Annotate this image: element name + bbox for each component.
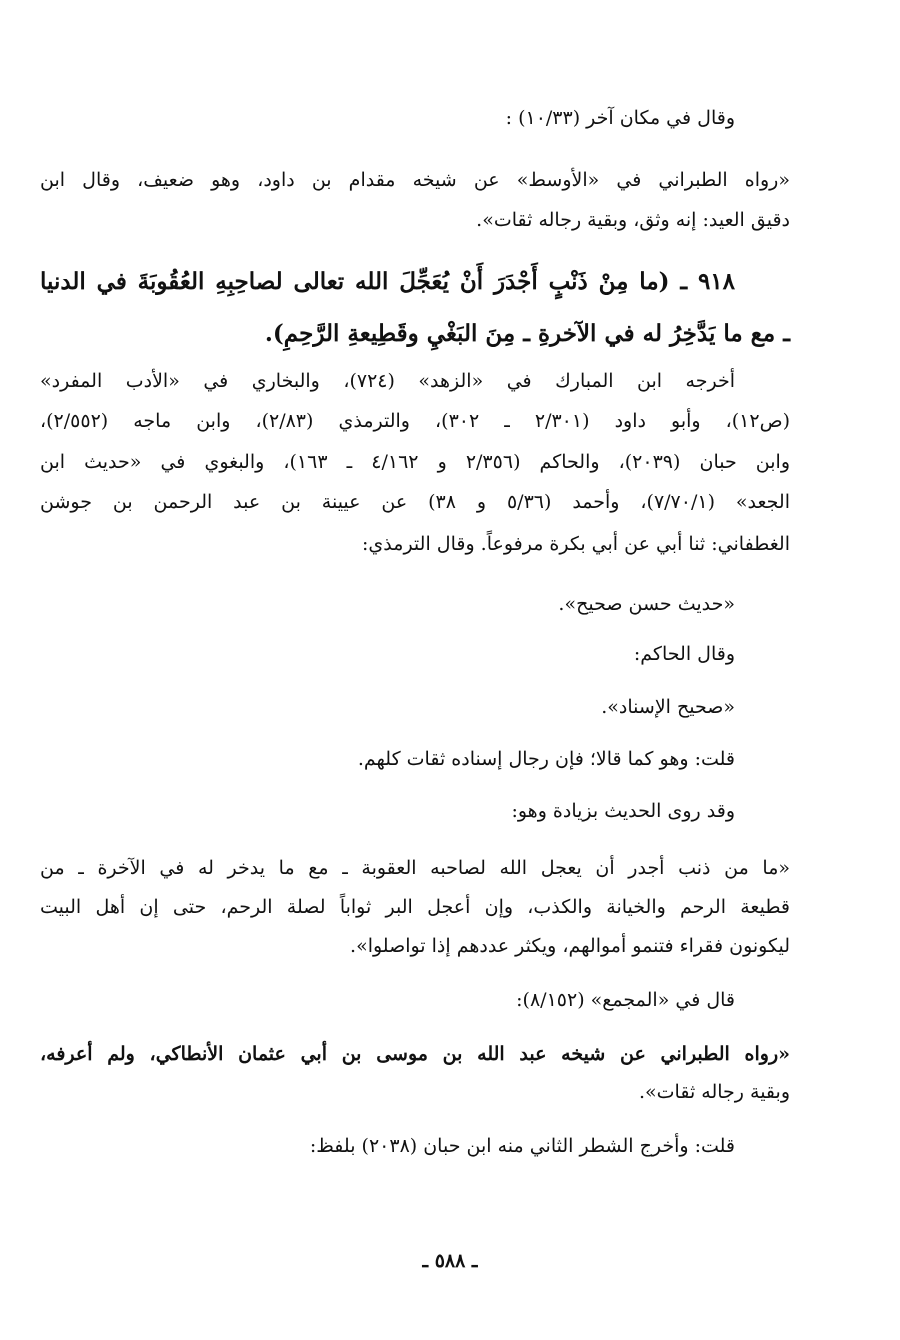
text-line: «حديث حسن صحيح». xyxy=(558,593,735,615)
text-line: وابن حبان (٢٠٣٩)، والحاكم (٢/٣٥٦ و ٤/١٦٢ ـ ١٦٣)، والبغوي في «حديث ابن xyxy=(40,451,790,473)
text-line: قلت: وأخرج الشطر الثاني منه ابن حبان (٢٠٣٨) بلفظ: xyxy=(309,1135,735,1157)
text-line: «رواه الطبراني عن شيخه عبد الله بن موسى بن أبي عثمان الأنطاكي، ولم أعرفه، xyxy=(40,1043,790,1065)
text-line: «صحيح الإسناد». xyxy=(601,696,735,718)
hadith-heading-line: ـ مع ما يَدَّخِرُ له في الآخرةِ ـ مِنَ البَغْيِ وقَطِيعةِ الرَّحِمِ). xyxy=(264,320,790,347)
hadith-heading-line: ٩١٨ ـ (ما مِنْ ذَنْبٍ أَجْدَرَ أَنْ يُعَجِّلَ الله تعالى لصاحِبِهِ العُقُوبَةَ في الدنيا xyxy=(40,268,735,295)
text-line: وبقية رجاله ثقات». xyxy=(639,1081,790,1103)
text-line: (ص١٢)، وأبو داود (٢/٣٠١ ـ ٣٠٢)، والترمذي (٢/٨٣)، وابن ماجه (٢/٥٥٢)، xyxy=(40,410,790,432)
text-line: قال في «المجمع» (٨/١٥٢): xyxy=(516,989,735,1011)
text-line: دقيق العيد: إنه وثق، وبقية رجاله ثقات». xyxy=(476,209,790,231)
text-line: وقال الحاكم: xyxy=(633,643,735,665)
text-line: وقال في مكان آخر (١٠/٣٣) : xyxy=(505,107,735,129)
text-line: قطيعة الرحم والخيانة والكذب، وإن أعجل البر ثواباً لصلة الرحم، حتى إن أهل البيت xyxy=(40,896,790,918)
text-line: ليكونون فقراء فتنمو أموالهم، ويكثر عددهم إذا تواصلوا». xyxy=(350,935,790,957)
text-line: قلت: وهو كما قالا؛ فإن رجال إسناده ثقات كلهم. xyxy=(357,748,735,770)
text-line: «ما من ذنب أجدر أن يعجل الله لصاحبه العقوبة ـ مع ما يدخر له في الآخرة ـ من xyxy=(40,857,790,879)
text-line: الجعد» (٧/٧٠/١)، وأحمد (٥/٣٦ و ٣٨) عن عيينة بن عبد الرحمن بن جوشن xyxy=(40,491,790,513)
text-line: الغطفاني: ثنا أبي عن أبي بكرة مرفوعاً. وقال الترمذي: xyxy=(362,533,790,555)
text-line: أخرجه ابن المبارك في «الزهد» (٧٢٤)، والبخاري في «الأدب المفرد» xyxy=(40,370,735,392)
text-line: «رواه الطبراني في «الأوسط» عن شيخه مقدام بن داود، وهو ضعيف، وقال ابن xyxy=(40,169,790,191)
text-line: وقد روى الحديث بزيادة وهو: xyxy=(511,800,735,822)
page-number: ـ ٥٨٨ ـ xyxy=(422,1250,478,1272)
